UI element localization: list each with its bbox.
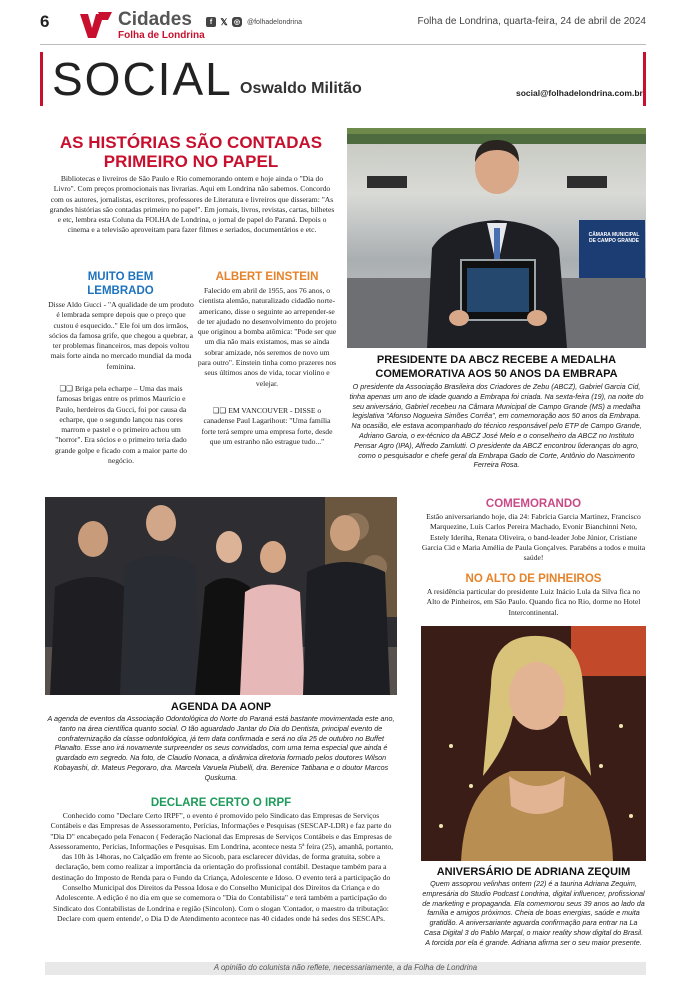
page-number: 6 xyxy=(40,12,50,31)
column-email[interactable]: social@folhadelondrina.com.br xyxy=(516,88,643,98)
irpf-headline: DECLARE CERTO O IRPF xyxy=(150,797,292,809)
instagram-icon[interactable]: ◎ xyxy=(233,19,241,26)
newspaper-logo-icon xyxy=(78,8,114,44)
x-icon[interactable]: 𝕏 xyxy=(220,16,228,27)
lead-body: Bibliotecas e livreiros de São Paulo e Rio comemorando ontem e hoje ainda o "Dia do Livro". Com preços promocionais nas livrarias. Aqui em Londrina não sabemos. Concordo com os autores, jornalistas, escritores, professores de Literatura e livreiros que disseram: "As grandes histórias são contadas primeiro no papel". Em jornais, livros, revistas, cartas, bilhetes e etc, lembra esta Coluna da FOLHA de Londrina, o jornal de papel do Paraná. Depois o cinema e a televisão aproveitam para fazer filmes e seriados, documentários e etc. xyxy=(49,174,335,235)
gucci-headline-line2: LEMBRADO xyxy=(87,285,154,297)
social-handle: @folhadelondrina xyxy=(247,18,302,26)
abcz-medal-photo xyxy=(347,128,646,348)
facebook-icon[interactable]: f xyxy=(206,17,216,27)
bracket-right xyxy=(643,52,646,106)
abcz-body: O presidente da Associação Brasileira dos Criadores de Zebu (ABCZ), Gabriel Garcia Cid, tinha apenas um ano de idade quando a Embrapa foi criada. Na sexta-feira (19), na noite do seu aniversário, Gabriel recebeu na Câmara Municipal de Campo Grande (MS) a medalha legislativa "Afonso Nogueira Simões Corrêa", em comemoração aos 50 anos da Embrapa. Na ocasião, ele estava acompanhado do técnico responsável pelo ETP de Campo Grande, Adriano Garcia, o ex-técnico da ABCZ José Melo e o conselheiro da ABCZ no Instituto Pensar Agro (IPA), Alfredo Zamlutti. O presidente da ABCZ encontrou lideranças do agro, como o pesquisador e chefe geral da Embrapa Gado de Corte, Antônio do Nascimento Ferreira Rosa. xyxy=(349,382,644,470)
pinheiros-body: A residência particular do presidente Luiz Inácio Lula da Silva fica no Alto de Pinheiros, em São Paulo. Quando fica no Rio, dorme no Hotel Intercontinental. xyxy=(426,587,641,617)
column-title: SOCIAL xyxy=(52,53,233,105)
section-name: Cidades xyxy=(118,9,192,30)
gucci-headline-line1: MUITO BEM xyxy=(87,271,154,283)
aonp-group-photo xyxy=(45,497,397,695)
aonp-headline: AGENDA DA AONP xyxy=(170,701,272,713)
einstein-body-p1: Falecido em abril de 1955, aos 76 anos, o cientista alemão, naturalizado cidadão norte-americano, disse o seguinte ao arrepender-se de ter ajudado no desenvolvimento do projeto que originou a bomba atômica: "Pode ser que um dia não mais existamos, mas se ainda sobrar amizade, nós seremos de novo um para outro". Einstein tinha como prazeres nos seus últimos anos de vida, tocar violino e velejar. xyxy=(197,286,337,388)
plaque-text: CÂMARA MUNICIPAL DE CAMPO GRANDE xyxy=(588,232,640,244)
gucci-body-p1: Disse Aldo Gucci - "A qualidade de um produto é lembrada sempre depois que o preço que custou é esquecido.." Ele foi um dos irmãos, sócios da famosa grife, que chegou a quebrar, a ter problemas financeiros, mas depois voltou mais forte ainda no mercado mundial da moda feminina. xyxy=(48,300,194,371)
column-author: Oswaldo Militão xyxy=(240,80,362,97)
header-divider xyxy=(40,44,646,45)
einstein-headline: ALBERT EINSTEIN xyxy=(215,271,319,283)
comemorando-body: Estão aniversariando hoje, dia 24: Fabrícia Garcia Martinez, Francisco Marquezine, Luís Carlos Pereira Machado, Evonir Bianchinni Neto, Estely Ideriha, Renata Oliveira, o band-leader Jobe Júnior, Cristiane Garcia Cid e Maria Amélia de Paula Gonçalves. Parabéns a todos e muita saúde! xyxy=(421,512,646,563)
comemorando-headline: COMEMORANDO xyxy=(485,498,582,510)
adriana-headline: ANIVERSÁRIO DE ADRIANA ZEQUIM xyxy=(436,866,631,878)
abcz-headline-line2: COMEMORATIVA AOS 50 ANOS DA EMBRAPA xyxy=(375,368,618,380)
einstein-body-p2: ❑❑ EM VANCOUVER - DISSE o canadense Paul Lagarihout: "Uma família forte terá sempre uma empresa forte, desde que um estranho não estrague tudo..." xyxy=(201,406,333,446)
dateline: Folha de Londrina, quarta-feira, 24 de abril de 2024 xyxy=(417,16,646,27)
adriana-portrait-photo xyxy=(421,626,646,861)
gucci-body-p2: ❑❑ Briga pela echarpe – Uma das mais famosas brigas entre os primos Maurício e Paulo, herdeiros da Gucci, foi por causa da echarpe, que o segundo lançou nas cores marrom e pastel e o primeiro achou um "horror". Era sócios e o primeiro teria dado grande golpe e ficado com a maior parte do negócio. xyxy=(55,384,187,466)
footer-disclaimer: A opinião do colunista não reflete, necessariamente, a da Folha de Londrina xyxy=(213,963,478,972)
aonp-body: A agenda de eventos da Associação Odontológica do Norte do Paraná está bastante movimentada este ano, tanto na área científica quanto social. O tão aguardado Jantar do Dia do Dentista, principal evento de confraternização da classe odontológica, já tem data confirmada e será no dia 25 de outubro no Buffet Planalto. Esse ano irá novamente surpreender os seus convidados, com uma tema especial que ainda é guardado em segredo. Na foto, de Claudio Nonaca, a dinâmica diretoria formado pelos doutores Wilson Kobayashi, dr. Mateus Pegoraro, dra. Marcela Varuela Piubelli, dra. Berenice Tatibana e o doutor Marcos Quskuma. xyxy=(47,714,395,782)
publication-name: Folha de Londrina xyxy=(118,30,205,41)
lead-headline-line1: AS HISTÓRIAS SÃO CONTADAS xyxy=(59,133,323,152)
irpf-body: Conhecido como "Declare Certo IRPF", o evento é promovido pelo Sindicato das Empresas de Serviços Contábeis e das Empresas de Assessoramento, Perícias, Informações e Pesquisas (SESCAP-LDR) e faz parte do "Dia D" encabeçado pela Fenacon ( Federação Nacional das Empresas de Serviços Contábeis e das Empresas de Assessoramento, Perícias, Informações e Pesquisas. Em Londrina, acontece nesta 5ª feira (25), amanhã, portanto, das 10h às 14horas, no Calçadão em frente ao Sicoob, para esclarecer dúvidas, de forma gratuita, sobre a declaração, bem como realizar a importância da orientação do profissional contábil. Destaque também para a destinação do Imposto de Renda para o Fundo da Criança, Adolescente e Idoso. O evento terá a participação do Conselho Municipal dos Direitos da Pessoa Idosa e do Conselho Municipal dos Direitos da Criança e do Adolescente. A edição é no dia em que se comemora o "Dia do Contabilista" e terá também a participação do Sindicato dos Contabilistas de Londrina e região (Sincolon). Com o slogan 'Contador, o maestro da tributação: Declare com quem entende', o Dia D de Atendimento acontece nas 40 cidades onde há sedes dos SESCAPs. xyxy=(48,811,394,923)
pinheiros-headline: NO ALTO DE PINHEIROS xyxy=(465,573,602,585)
bracket-left xyxy=(40,52,43,106)
social-links xyxy=(206,17,302,27)
lead-headline-line2: PRIMEIRO NO PAPEL xyxy=(103,152,279,171)
adriana-body: Quem assoprou velinhas ontem (22) é a taurina Adriana Zequim, empresária do Studio Podcast Londrina, digital influencer, profissional de marketing e propaganda. Ela comemorou seus 39 anos ao lado da família e amigos próximos. Cheia de boas energias, saúde e muita gratidão. A aniversariante aguarda confirmação para entrar na La Casa Digital 3 do Pablo Marçal, o maior reality show digital do Brasil. A torcida por ela é grande. Adriana afirma ser o seu maior presente. xyxy=(422,879,645,947)
abcz-headline-line1: PRESIDENTE DA ABCZ RECEBE A MEDALHA xyxy=(376,354,617,366)
